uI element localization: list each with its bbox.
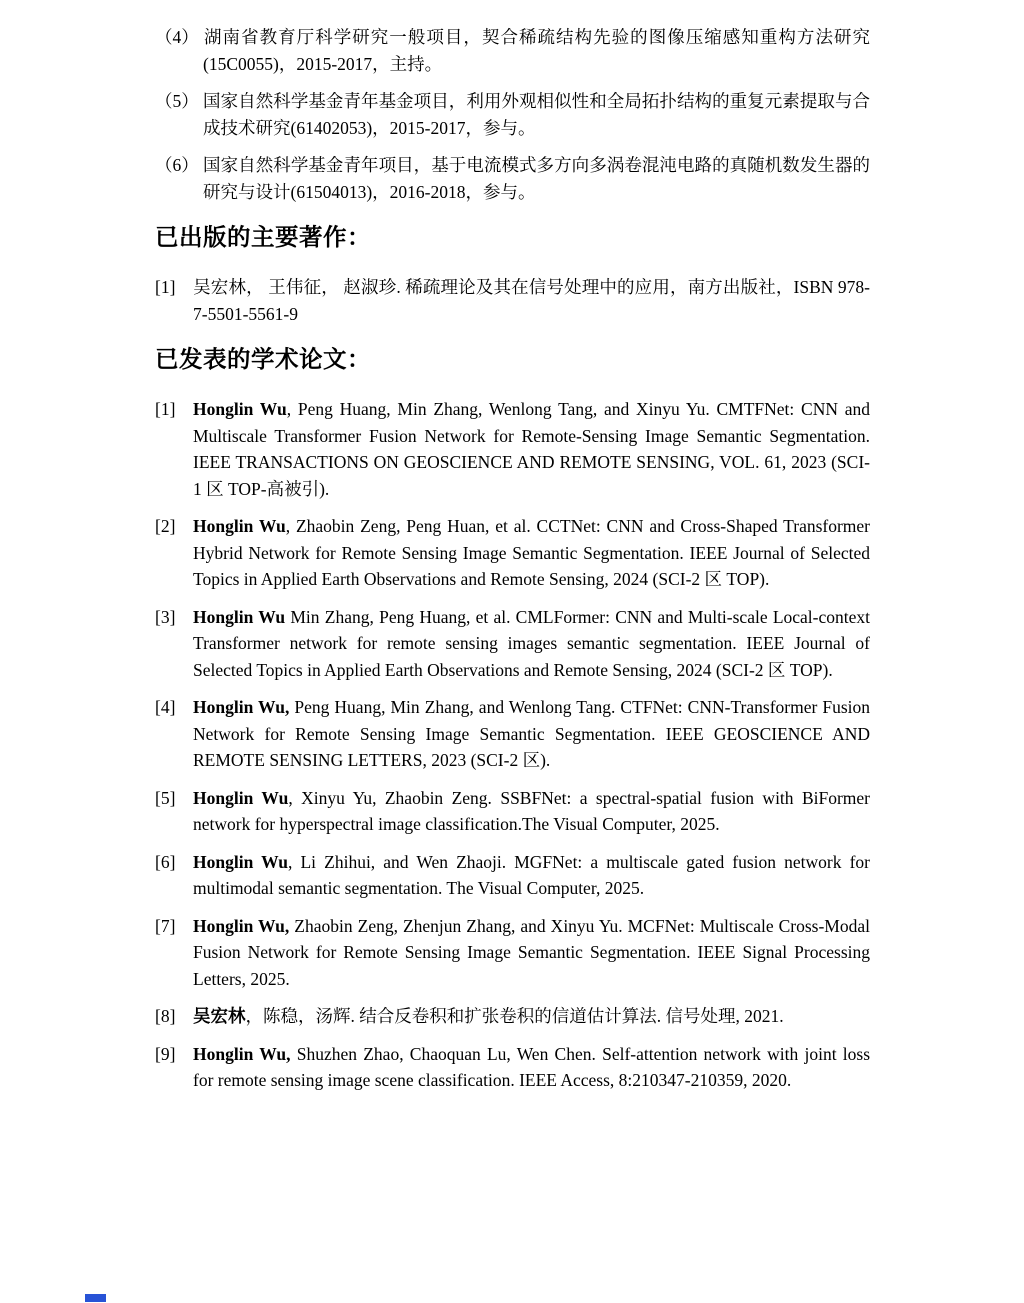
item-number: （5）	[155, 91, 199, 111]
item-number: [2]	[155, 516, 176, 536]
funded-projects-list	[155, 24, 870, 205]
author-bold: Honglin Wu	[193, 851, 289, 872]
author-bold: Honglin Wu,	[193, 1043, 291, 1064]
list-item: [4] Honglin Wu, Peng Huang, Min Zhang, and Wenlong Tang. CTFNet: CNN-Transformer Fusion Network for Remote Sensing Image Semantic Segmentation. IEEE GEOSCIENCE AND REMOTE SENSING LETTERS, 2023 (SCI-2 区).	[155, 694, 870, 774]
list-item: [1] 吴宏林， 王伟征， 赵淑珍. 稀疏理论及其在信号处理中的应用，南方出版社，ISBN 978-7-5501-5561-9	[155, 274, 870, 327]
published-books-heading: 已出版的主要著作：	[155, 223, 371, 251]
published-papers-heading: 已发表的学术论文：	[155, 345, 371, 373]
author-bold: Honglin Wu	[193, 787, 289, 808]
list-item: [1] Honglin Wu, Peng Huang, Min Zhang, Wenlong Tang, and Xinyu Yu. CMTFNet: CNN and Multiscale Transformer Fusion Network for Remote-Sensing Image Semantic Segmentation. IEEE TRANSACTIONS ON GEOSCIENCE AND REMOTE SENSING, VOL. 61, 2023 (SCI-1 区 TOP-高被引).	[155, 396, 870, 502]
item-number: [9]	[155, 1043, 176, 1064]
list-item: [2] Honglin Wu, Zhaobin Zeng, Peng Huan, et al. CCTNet: CNN and Cross-Shaped Transformer Hybrid Network for Remote Sensing Image Semantic Segmentation. IEEE Journal of Selected Topics in Applied Earth Observations and Remote Sensing, 2024 (SCI-2 区 TOP).	[155, 513, 870, 593]
item-number: [7]	[155, 915, 176, 936]
item-number: [3]	[155, 606, 176, 627]
author-bold: Honglin Wu,	[193, 915, 290, 936]
list-item: [9] Honglin Wu, Shuzhen Zhao, Chaoquan Lu, Wen Chen. Self-attention network with joint loss for remote sensing image scene classification. IEEE Access, 8:210347-210359, 2020.	[155, 1041, 870, 1094]
author-bold: Honglin Wu	[193, 606, 286, 627]
list-item: （4） 湖南省教育厅科学研究一般项目，契合稀疏结构先验的图像压缩感知重构方法研究(15C0055)，2015-2017，主持。	[155, 24, 870, 77]
item-number: （4）	[155, 27, 199, 47]
list-item: （5） 国家自然科学基金青年基金项目，利用外观相似性和全局拓扑结构的重复元素提取与合成技术研究(61402053)，2015-2017，参与。	[155, 88, 870, 141]
page-bottom-blue-mark	[85, 1294, 106, 1302]
item-number: （6）	[155, 155, 199, 175]
item-number: [4]	[155, 697, 176, 717]
item-number: [8]	[155, 1006, 176, 1026]
author-bold: Honglin Wu	[193, 516, 286, 536]
author-bold: 吴宏林	[193, 1006, 246, 1026]
list-item: [3] Honglin Wu Min Zhang, Peng Huang, et al. CMLFormer: CNN and Multi-scale Local-context Transformer network for remote sensing images semantic segmentation. IEEE Journal of Selected Topics in Applied Earth Observations and Remote Sensing, 2024 (SCI-2 区 TOP).	[155, 604, 870, 684]
item-number: [6]	[155, 851, 176, 872]
item-number: [1]	[155, 277, 176, 297]
list-item: [6] Honglin Wu, Li Zhihui, and Wen Zhaoji. MGFNet: a multiscale gated fusion network for multimodal semantic segmentation. The Visual Computer, 2025.	[155, 849, 870, 902]
list-item: [5] Honglin Wu, Xinyu Yu, Zhaobin Zeng. SSBFNet: a spectral-spatial fusion with BiFormer network for hyperspectral image classification.The Visual Computer, 2025.	[155, 785, 870, 838]
list-item: [8] 吴宏林，陈稳，汤辉. 结合反卷积和扩张卷积的信道估计算法. 信号处理, 2021.	[155, 1003, 870, 1030]
list-item: （6） 国家自然科学基金青年项目，基于电流模式多方向多涡卷混沌电路的真随机数发生器的研究与设计(61504013)，2016-2018，参与。	[155, 152, 870, 205]
item-number: [1]	[155, 399, 176, 419]
list-item: [7] Honglin Wu, Zhaobin Zeng, Zhenjun Zhang, and Xinyu Yu. MCFNet: Multiscale Cross-Modal Fusion Network for Remote Sensing Image Semantic Segmentation. IEEE Signal Processing Letters, 2025.	[155, 913, 870, 993]
author-bold: Honglin Wu	[193, 399, 287, 419]
item-number: [5]	[155, 787, 176, 808]
published-books-list	[155, 274, 870, 327]
published-papers-list	[155, 396, 870, 1094]
author-bold: Honglin Wu,	[193, 697, 290, 717]
